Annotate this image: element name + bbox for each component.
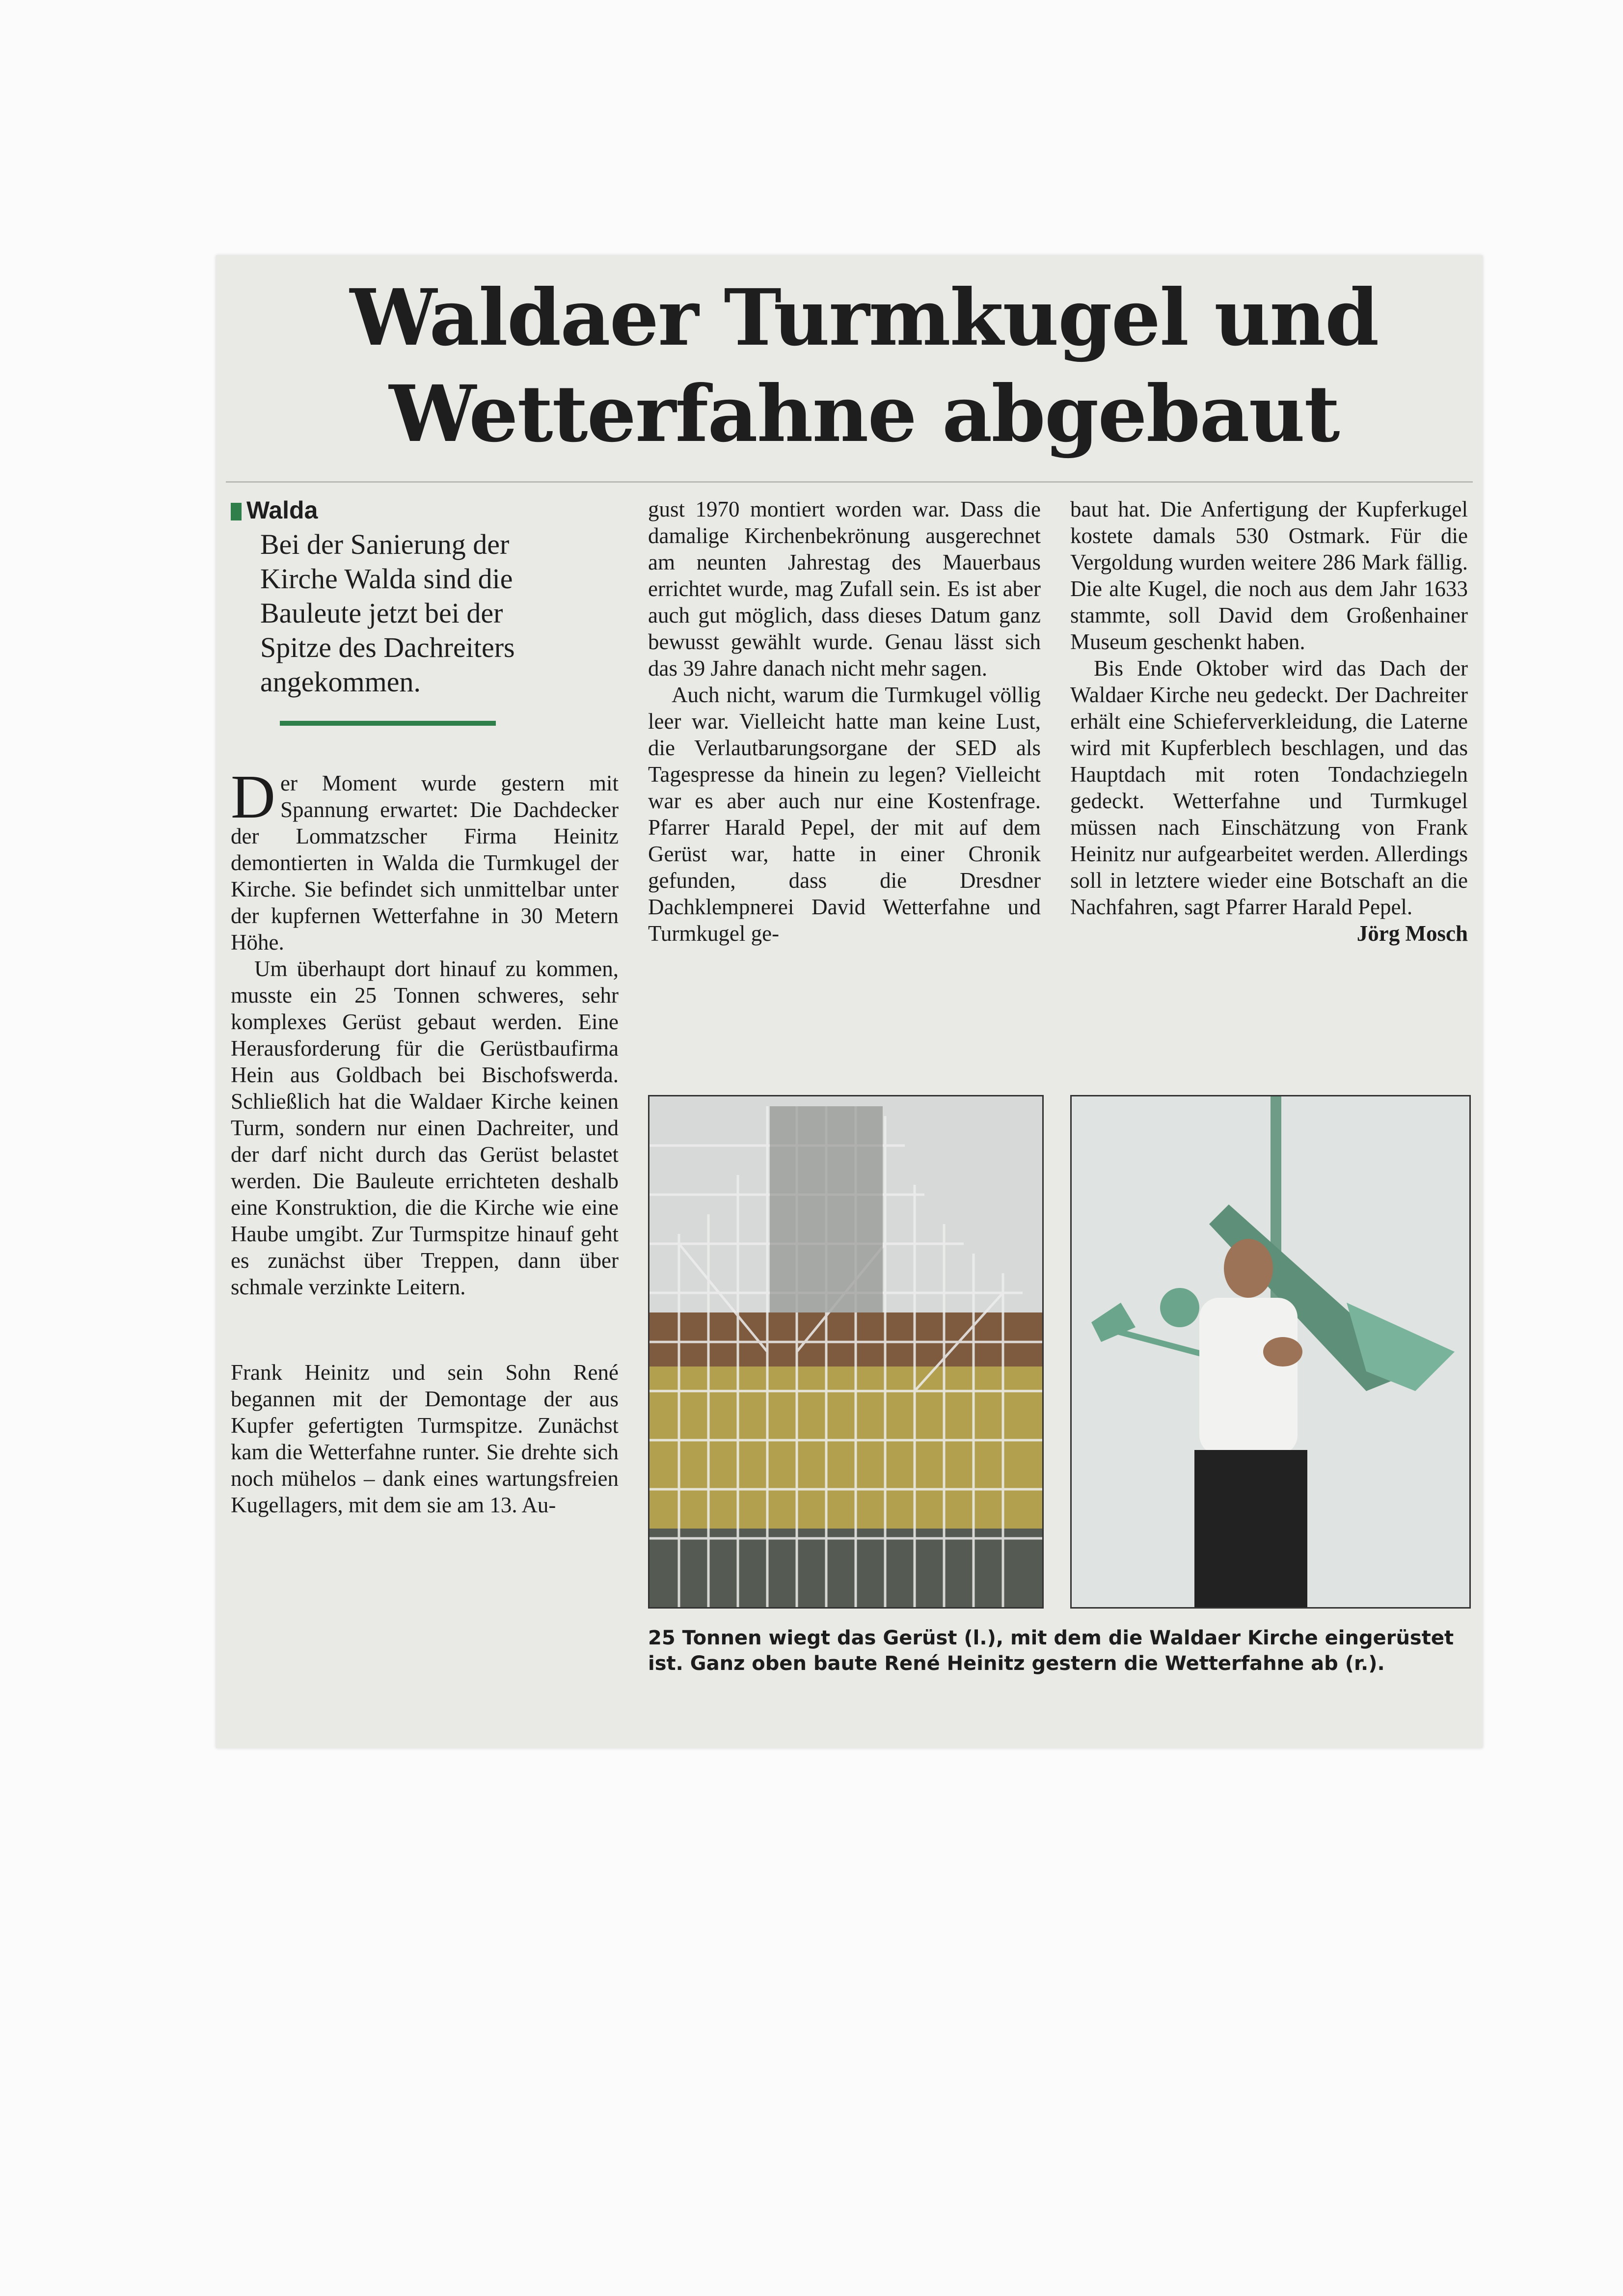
body-paragraph: Um überhaupt dort hinauf zu kommen, musste ein 25 Tonnen schweres, sehr komplexes Gerüst gebaut werden. Eine Herausforderung für die Gerüstbaufirma Hein aus Goldbach bei Bischofswerda. Schließlich hat die Waldaer Kirche keinen Turm, sondern nur einen Dachreiter, und der darf nicht durch das Gerüst belastet werden. Die Bauleute errichteten deshalb eine Konstruktion, die die Kirche wie eine Haube umgibt. Zur Turmspitze hinauf geht es zunächst über Treppen, dann über schmale verzinkte Leitern. <box>231 957 619 1299</box>
column-3 <box>1070 496 1468 947</box>
column-gap <box>231 1300 619 1359</box>
body-paragraph: Auch nicht, warum die Turmkugel völlig leer war. Vielleicht hatte man keine Lust, die Verlautbarungsorgane der SED als Tagespresse da hinein zu legen? Vielleicht war es aber auch nur eine Kostenfrage. Pfarrer Harald Pepel, der mit auf dem Gerüst war, hatte in einer Chronik gefunden, dass die Dresdner Dachklempnerei David Wetterfahne und Turmkugel ge- <box>648 683 1041 946</box>
body-paragraph: Der Moment wurde gestern mit Spannung erwartet: Die Dachdecker der Lommatzscher Firma Heinitz demontierten in Walda die Turmkugel der Kirche. Sie befindet sich unmittelbar unter der kupfernen Wetterfahne in 30 Metern Höhe. <box>231 763 619 955</box>
photo-weathervane <box>1070 1095 1471 1609</box>
body-paragraph-text: Bis Ende Oktober wird das Dach der Waldaer Kirche neu gedeckt. Der Dachreiter erhält eine Schieferverkleidung, die Laterne wird mit Kupferblech beschlagen, und das Hauptdach mit roten Tondachziegeln gedeckt. Wetterfahne und Turmkugel müssen nach Einschätzung von Frank Heinitz nur aufgearbeitet werden. Allerdings soll in letztere wieder eine Botschaft an die Nachfahren, sagt Pfarrer Harald Pepel. <box>1070 656 1468 919</box>
locality-text: Walda <box>246 496 318 524</box>
newspaper-clipping <box>216 255 1483 1748</box>
locality-marker-icon <box>231 503 242 520</box>
photo-scaffolding <box>648 1095 1044 1609</box>
author-signature: Jörg Mosch <box>1356 921 1468 946</box>
photo-caption: 25 Tonnen wiegt das Gerüst (l.), mit dem die Waldaer Kirche eingerüstet ist. Ganz oben baute René Heinitz gestern die Wetterfahne ab (r.). <box>648 1627 1454 1675</box>
column-1 <box>231 496 619 1518</box>
body-paragraph: Frank Heinitz und sein Sohn René begannen mit der Demontage der aus Kupfer gefertigten Turmspitze. Zunächst kam die Wetterfahne runter. Sie drehte sich noch mühelos – dank eines wartungsfreien Kugellagers, mit dem sie am 13. Au- <box>231 1360 619 1517</box>
headline <box>314 270 1414 463</box>
intro-rule <box>280 721 496 726</box>
locality-label <box>231 496 619 524</box>
headline-line-1: Waldaer Turmkugel und <box>350 273 1379 363</box>
column-2 <box>648 496 1041 947</box>
scaffolding-photo-image <box>649 1096 1042 1607</box>
intro-text: Bei der Sanierung der Kirche Walda sind die Bauleute jetzt bei der Spitze des Dachreiters angekommen. <box>260 528 515 698</box>
weathervane-photo-image <box>1072 1096 1469 1607</box>
body-paragraph: baut hat. Die Anfertigung der Kupferkugel kostete damals 530 Ostmark. Für die Vergoldung wurden weitere 286 Mark fällig. Die alte Kugel, die noch aus dem Jahr 1633 stammte, soll David dem Großenhainer Museum geschenkt haben. <box>1070 497 1468 654</box>
headline-divider <box>226 481 1473 483</box>
body-paragraph: gust 1970 montiert worden war. Dass die damalige Kirchenbekrönung ausgerechnet am neunten Jahrestag des Mauerbaus errichtet wurde, mag Zufall sein. Es ist aber auch gut möglich, dass dieses Datum ganz bewusst gewählt wurde. Genau lässt sich das 39 Jahre danach nicht mehr sagen. <box>648 497 1041 681</box>
headline-line-2: Wetterfahne abgebaut <box>389 369 1339 460</box>
body-paragraph <box>1070 655 1468 946</box>
